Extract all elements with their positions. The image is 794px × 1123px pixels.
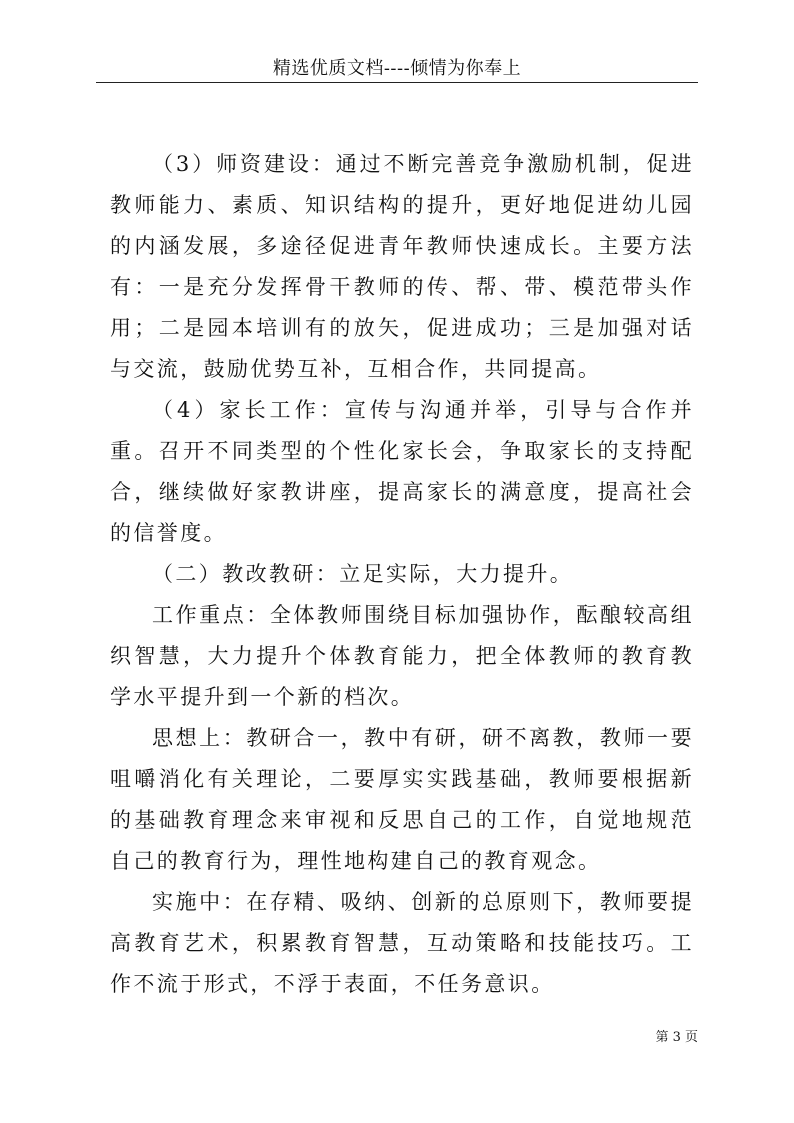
paragraph-teacher-development: （3）师资建设：通过不断完善竞争激励机制，促进教师能力、素质、知识结构的提升，更好地促进幼儿园的内涵发展，多途径促进青年教师快速成长。主要方法有：一是充分发挥骨干教师的传、帮、带、模范带头作用；二是园本培训有的放矢，促进成功；三是加强对话与交流，鼓励优势互补，互相合作，共同提高。 — [110, 152, 694, 381]
paragraph-work-focus: 工作重点：全体教师围绕目标加强协作，酝酿较高组织智慧，大力提升个体教育能力，把全体教师的教育教学水平提升到一个新的档次。 — [110, 603, 694, 709]
paragraph-parent-work: （4）家长工作：宣传与沟通并举，引导与合作并重。召开不同类型的个性化家长会，争取家长的支持配合，继续做好家教讲座，提高家长的满意度，提高社会的信誉度。 — [110, 398, 694, 545]
paragraph-section-heading: （二）教改教研：立足实际，大力提升。 — [152, 562, 574, 586]
paragraph-thinking: 思想上：教研合一，教中有研，研不离教，教师一要咀嚼消化有关理论，二要厚实实践基础，教师要根据新的基础教育理念来审视和反思自己的工作，自觉地规范自己的教育行为，理性地构建自己的教育观念。 — [110, 726, 694, 873]
page-number: 第 3 页 — [655, 1030, 698, 1045]
page-header-title: 精选优质文档----倾情为你奉上 — [272, 58, 522, 79]
document-body — [110, 144, 694, 1005]
header-divider — [96, 82, 698, 83]
paragraph-implementation: 实施中：在存精、吸纳、创新的总原则下，教师要提高教育艺术，积累教育智慧，互动策略和技能技巧。工作不流于形式，不浮于表面，不任务意识。 — [110, 890, 694, 996]
